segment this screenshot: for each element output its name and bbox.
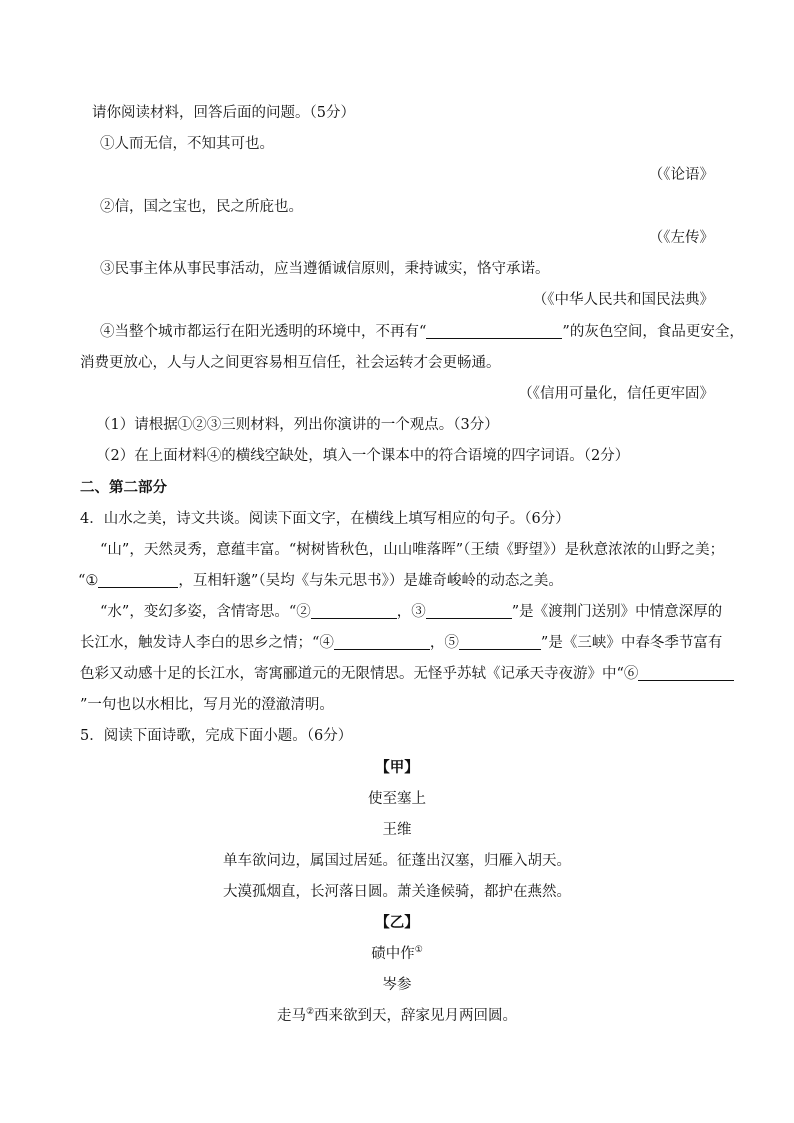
material-source-1: （《论语》 xyxy=(648,167,714,183)
answer-blank-4[interactable] xyxy=(334,633,430,650)
poem-b-title-text: 碛中作 xyxy=(371,946,415,962)
material-item-4-part2: ”的灰色空间，食品更安全， xyxy=(562,324,744,340)
answer-blank-3[interactable] xyxy=(426,602,512,619)
q4-p1-line2-b: ，互相轩邈”（吴均《与朱元思书》）是雄奇峻岭的动态之美。 xyxy=(178,573,563,589)
material-item-2: ②信，国之宝也，民之所庇也。 xyxy=(100,199,303,215)
footnote-marker-1: ① xyxy=(414,945,423,955)
q4-p2-line3 xyxy=(80,664,734,684)
material-source-3: （《中华人民共和国民法典》 xyxy=(532,292,714,308)
poem-a-author: 王维 xyxy=(382,822,412,838)
q4-p2-line1 xyxy=(100,602,722,622)
answer-blank-6[interactable] xyxy=(638,664,734,681)
q4-p2-line4: ”一句也以水相比，写月光的澄澈清明。 xyxy=(80,697,334,713)
poem-a-line-2: 大漠孤烟直，长河落日圆。萧关逢候骑，都护在燕然。 xyxy=(223,884,571,900)
answer-blank-5[interactable] xyxy=(459,633,541,650)
q4-p2-line1-a: “水”，变幻多姿，含情寄思。“② xyxy=(100,604,311,620)
poem-b-marker: 【乙】 xyxy=(375,914,419,931)
material-item-1: ①人而无信，不知其可也。 xyxy=(100,136,274,152)
material-item-3: ③民事主体从事民事活动，应当遵循诚信原则，秉持诚实，恪守承诺。 xyxy=(100,261,550,277)
material-source-4: （《信用可量化，信任更牢固》 xyxy=(518,386,714,402)
poem-b-title xyxy=(0,944,794,964)
q4-p2-line3-a: 色彩又动感十足的长江水，寄寓郦道元的无限情思。无怪乎苏轼《记承天寺夜游》中“⑥ xyxy=(80,666,639,682)
poem-a-marker: 【甲】 xyxy=(375,759,419,776)
material-intro: 请你阅读材料，回答后面的问题。（5分） xyxy=(92,105,355,121)
q4-p2-line2-b: ，⑤ xyxy=(429,635,459,651)
question-2: （2）在上面材料④的横线空缺处，填入一个课本中的符合语境的四字词语。（2分） xyxy=(96,448,630,464)
q4-p1-line1: “山”，天然灵秀，意蕴丰富。“树树皆秋色，山山唯落晖”（王绩《野望》）是秋意浓浓的山野之美； xyxy=(100,542,725,558)
q4-p2-line1-c: ”是《渡荆门送别》中情意深厚的 xyxy=(511,604,723,620)
section-heading-part-two: 二、第二部分 xyxy=(80,479,167,496)
q4-p1-line2 xyxy=(78,571,563,591)
answer-blank-2[interactable] xyxy=(311,602,397,619)
material-source-2: （《左传》 xyxy=(648,230,714,246)
poem-a-title: 使至塞上 xyxy=(368,791,426,807)
material-item-4-part1: ④当整个城市都运行在阳光透明的环境中，不再有“ xyxy=(100,324,427,340)
q4-p2-line2-a: 长江水，触发诗人李白的思乡之情；“④ xyxy=(80,635,334,651)
answer-blank-four-char-word[interactable] xyxy=(426,322,562,339)
question-1: （1）请根据①②③三则材料，列出你演讲的一个观点。（3分） xyxy=(96,417,499,433)
q4-p2-line2-c: ”是《三峡》中春冬季节富有 xyxy=(540,635,723,651)
answer-blank-1[interactable] xyxy=(98,571,178,588)
poem-a-line-1: 单车欲问边，属国过居延。征蓬出汉塞，归雁入胡天。 xyxy=(223,853,571,869)
material-item-4 xyxy=(100,322,744,342)
poem-b-line-1-b: 西来欲到天，辞家见月两回圆。 xyxy=(314,1008,518,1024)
q4-title: 4．山水之美，诗文共谈。阅读下面文字，在横线上填写相应的句子。（6分） xyxy=(80,511,570,527)
poem-b-author: 岑参 xyxy=(382,977,412,993)
poem-b-line-1 xyxy=(0,1006,794,1026)
q4-p1-line2-a: “① xyxy=(78,573,99,589)
q4-p2-line2 xyxy=(80,633,722,653)
q4-p2-line1-b: ，③ xyxy=(396,604,426,620)
poem-b-line-1-a: 走马 xyxy=(276,1008,306,1024)
footnote-marker-2: ② xyxy=(305,1007,315,1017)
material-item-4-line2: 消费更放心，人与人之间更容易相互信任，社会运转才会更畅通。 xyxy=(80,355,501,371)
q5-title: 5．阅读下面诗歌，完成下面小题。（6分） xyxy=(80,728,353,744)
